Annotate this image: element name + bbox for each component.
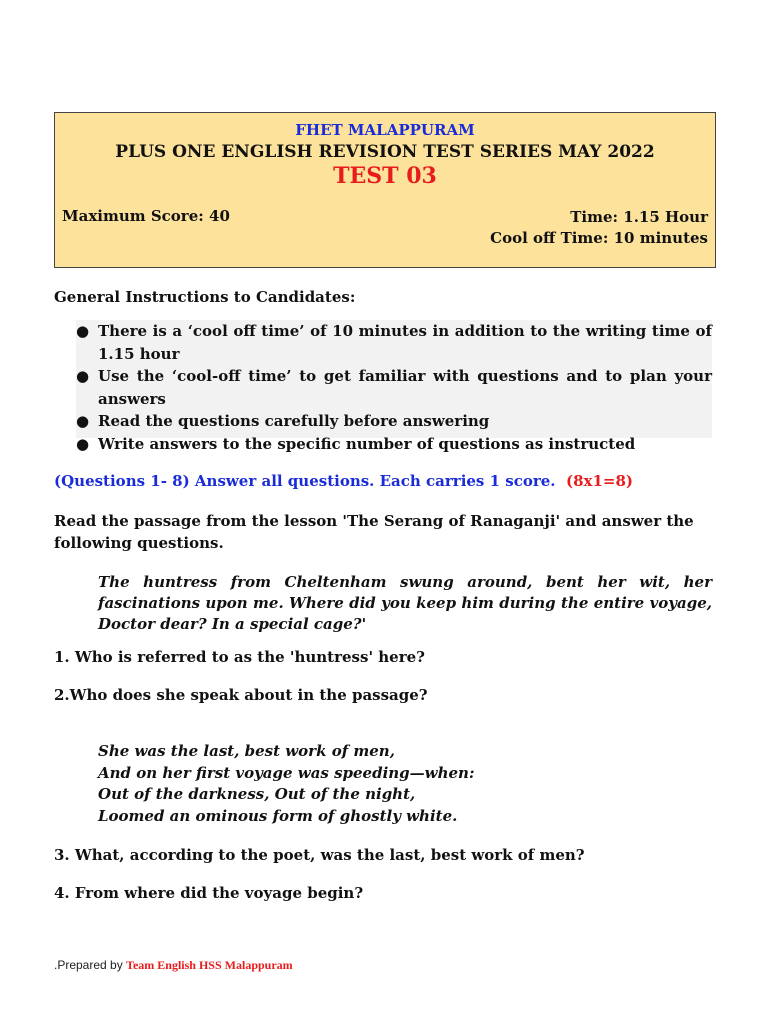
footer [54,958,293,973]
organization-name: FHET MALAPPURAM [295,121,475,139]
passage-intro: Read the passage from the lesson 'The Serang of Ranaganji' and answer the following questions. [54,512,694,552]
bullet-icon: ● [76,434,90,453]
footer-team: Team English HSS Malappuram [126,958,293,972]
question-2: 2.Who does she speak about in the passage? [54,686,428,704]
poem-excerpt [98,741,474,827]
poem-line: Out of the darkness, Out of the night, [98,785,416,803]
instruction-item: ● Use the ‘cool-off time’ to get familiar with questions and to plan your answers [76,367,712,408]
section-marks: (8x1=8) [565,472,633,490]
instructions-list [76,320,712,453]
exam-header-box [54,112,716,268]
instruction-item: ● Read the questions carefully before answering [76,410,712,433]
bullet-icon: ● [76,367,90,385]
bullet-icon: ● [76,412,90,430]
poem-line: And on her first voyage was speeding—when: [98,763,475,782]
cool-off-time: Cool off Time: 10 minutes [490,229,708,247]
question-1: 1. Who is referred to as the 'huntress' here? [54,648,425,666]
exam-time: Time: 1.15 Hour [570,208,708,226]
passage-text: The huntress from Cheltenham swung around, bent her wit, her fascinations upon me. Where did you keep him during the entire voyage, Doctor dear? In a special cage?' [98,573,712,633]
instructions-heading: General Instructions to Candidates: [54,288,356,306]
maximum-score: Maximum Score: 40 [62,207,230,225]
test-number: TEST 03 [333,163,437,189]
footer-prefix: .Prepared by [54,958,123,972]
section-heading [54,472,633,490]
bullet-icon: ● [76,322,90,340]
question-4: 4. From where did the voyage begin? [54,884,364,902]
question-3: 3. What, according to the poet, was the last, best work of men? [54,846,585,864]
instruction-item: ● Write answers to the specific number of questions as instructed [76,433,712,456]
poem-line: She was the last, best work of men, [98,742,395,760]
time-block [490,207,708,249]
section-instruction: (Questions 1- 8) Answer all questions. Each carries 1 score. [54,472,556,490]
poem-line: Loomed an ominous form of ghostly white. [98,806,458,825]
instruction-item: ● There is a ‘cool off time’ of 10 minutes in addition to the writing time of 1.15 hour [76,322,712,363]
test-series-title: PLUS ONE ENGLISH REVISION TEST SERIES MAY 2022 [115,142,655,162]
